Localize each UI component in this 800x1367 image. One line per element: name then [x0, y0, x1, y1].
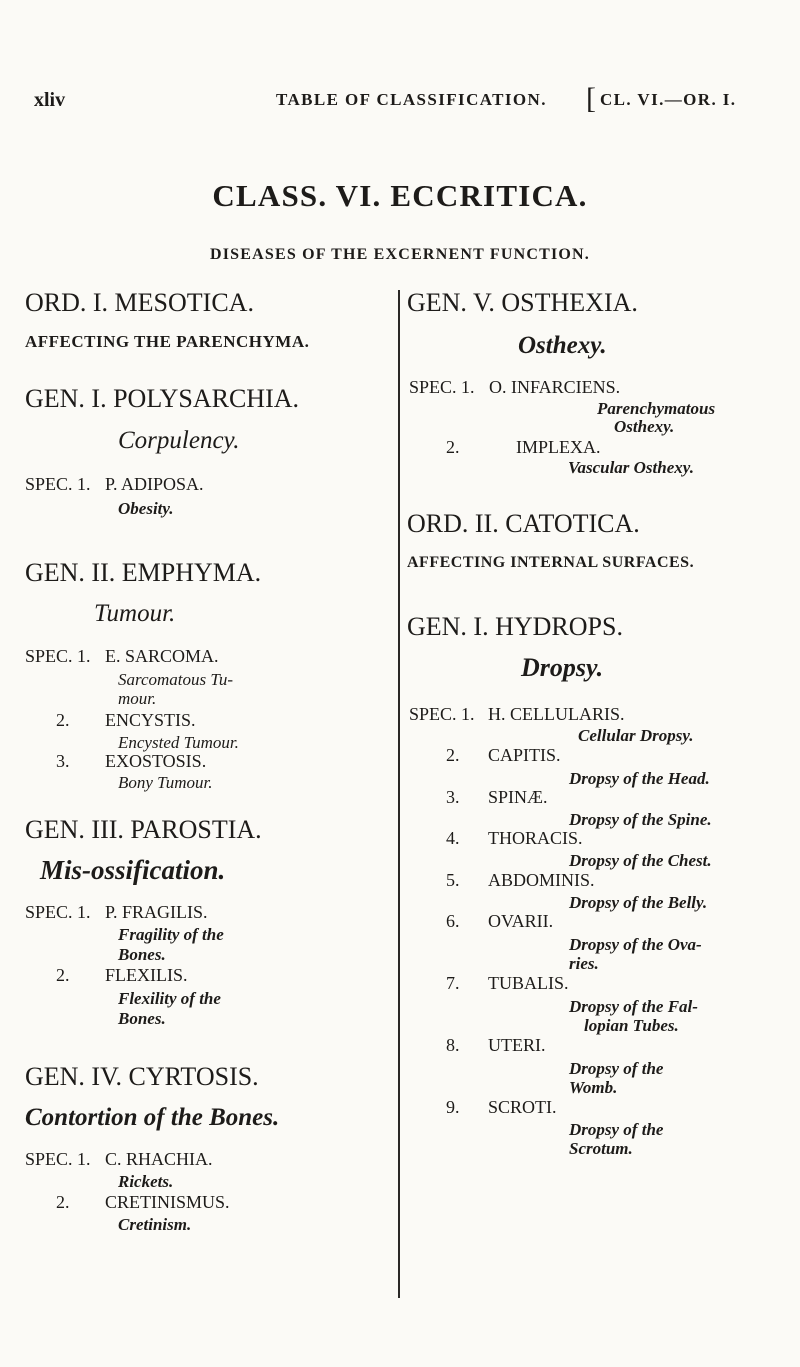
- genus-title: GEN. I. POLYSARCHIA.: [25, 384, 300, 413]
- species-label: SPEC. 1.: [25, 474, 91, 494]
- genus-english: Osthexy.: [518, 332, 607, 359]
- species-english: lopian Tubes.: [584, 1016, 679, 1035]
- species-number: 2.: [56, 1192, 70, 1212]
- genus-title: GEN. V. OSTHEXIA.: [407, 288, 638, 317]
- species-english: Womb.: [569, 1078, 618, 1097]
- genus-english: Contortion of the Bones.: [25, 1104, 280, 1131]
- species-english: ries.: [569, 954, 599, 973]
- species-number: 2.: [446, 745, 460, 765]
- species-english: Dropsy of the Fal-: [569, 997, 698, 1016]
- species-label: SPEC. 1.: [25, 902, 91, 922]
- species-english: Rickets.: [118, 1172, 174, 1191]
- species-name: E. SARCOMA.: [105, 646, 219, 666]
- genus-title: GEN. II. EMPHYMA.: [25, 558, 262, 587]
- species-number: 3.: [446, 787, 460, 807]
- species-english: Scrotum.: [569, 1139, 633, 1158]
- species-english: Bony Tumour.: [118, 773, 213, 792]
- genus-title: GEN. III. PAROSTIA.: [25, 815, 262, 844]
- species-name: H. CELLULARIS.: [488, 704, 625, 724]
- species-number: 5.: [446, 870, 460, 890]
- species-english: Osthexy.: [614, 417, 675, 436]
- species-english: Dropsy of the Belly.: [569, 893, 708, 912]
- species-name: C. RHACHIA.: [105, 1149, 213, 1169]
- genus-english: Mis-ossification.: [40, 855, 226, 885]
- species-english: Dropsy of the Chest.: [569, 851, 712, 870]
- species-english: Vascular Osthexy.: [568, 458, 694, 477]
- species-number: 9.: [446, 1097, 460, 1117]
- running-ref: CL. VI.—OR. I.: [600, 90, 737, 109]
- species-name: FLEXILIS.: [105, 965, 188, 985]
- species-english: Encysted Tumour.: [118, 733, 239, 752]
- genus-english: Dropsy.: [521, 653, 604, 682]
- species-name: ENCYSTIS.: [105, 710, 196, 730]
- species-name: THORACIS.: [488, 828, 583, 848]
- species-label: SPEC. 1.: [25, 646, 91, 666]
- order-title: ORD. II. CATOTICA.: [407, 509, 640, 538]
- species-number: 2.: [56, 710, 70, 730]
- species-name: CAPITIS.: [488, 745, 561, 765]
- page-number: xliv: [34, 89, 66, 111]
- species-english: Parenchymatous: [597, 399, 716, 418]
- species-english: Bones.: [118, 945, 166, 964]
- species-name: SCROTI.: [488, 1097, 557, 1117]
- species-number: 6.: [446, 911, 460, 931]
- species-english: Dropsy of the Head.: [569, 769, 710, 788]
- species-english: Bones.: [118, 1009, 166, 1028]
- species-name: IMPLEXA.: [516, 437, 601, 457]
- species-name: OVARII.: [488, 911, 554, 931]
- genus-english: Corpulency.: [118, 427, 240, 454]
- class-title: CLASS. VI. ECCRITICA.: [212, 178, 588, 213]
- species-english: Cellular Dropsy.: [578, 726, 694, 745]
- species-label: SPEC. 1.: [409, 377, 475, 397]
- running-title: TABLE OF CLASSIFICATION.: [276, 90, 547, 109]
- species-name: O. INFARCIENS.: [489, 377, 621, 397]
- species-english: Dropsy of the: [569, 1059, 664, 1078]
- species-number: 4.: [446, 828, 460, 848]
- species-english: Sarcomatous Tu-: [118, 670, 234, 689]
- genus-title: GEN. IV. CYRTOSIS.: [25, 1062, 259, 1091]
- header-bracket: [: [586, 82, 596, 115]
- genus-title: GEN. I. HYDROPS.: [407, 612, 623, 641]
- species-number: 8.: [446, 1035, 460, 1055]
- species-label: SPEC. 1.: [409, 704, 475, 724]
- species-number: 2.: [56, 965, 70, 985]
- species-name: TUBALIS.: [488, 973, 569, 993]
- species-name: UTERI.: [488, 1035, 546, 1055]
- species-english: Fragility of the: [118, 925, 224, 944]
- class-subtitle: DISEASES OF THE EXCERNENT FUNCTION.: [209, 246, 590, 263]
- order-description: AFFECTING THE PARENCHYMA.: [25, 332, 310, 351]
- species-english: Cretinism.: [118, 1215, 192, 1234]
- column-divider: [398, 290, 400, 1298]
- species-name: P. FRAGILIS.: [105, 902, 208, 922]
- species-english: Obesity.: [118, 499, 174, 518]
- order-description: AFFECTING INTERNAL SURFACES.: [407, 554, 695, 571]
- species-number: 2.: [446, 437, 460, 457]
- species-english: Dropsy of the Spine.: [569, 810, 712, 829]
- species-name: CRETINISMUS.: [105, 1192, 230, 1212]
- species-english: Dropsy of the: [569, 1120, 664, 1139]
- species-name: EXOSTOSIS.: [105, 751, 207, 771]
- species-english: Dropsy of the Ova-: [569, 935, 702, 954]
- species-english: mour.: [118, 689, 157, 708]
- genus-english: Tumour.: [94, 600, 176, 627]
- species-name: SPINÆ.: [488, 787, 548, 807]
- species-name: ABDOMINIS.: [488, 870, 595, 890]
- species-english: Flexility of the: [118, 989, 221, 1008]
- species-number: 3.: [56, 751, 70, 771]
- order-title: ORD. I. MESOTICA.: [25, 288, 254, 317]
- species-label: SPEC. 1.: [25, 1149, 91, 1169]
- species-name: P. ADIPOSA.: [105, 474, 204, 494]
- species-number: 7.: [446, 973, 460, 993]
